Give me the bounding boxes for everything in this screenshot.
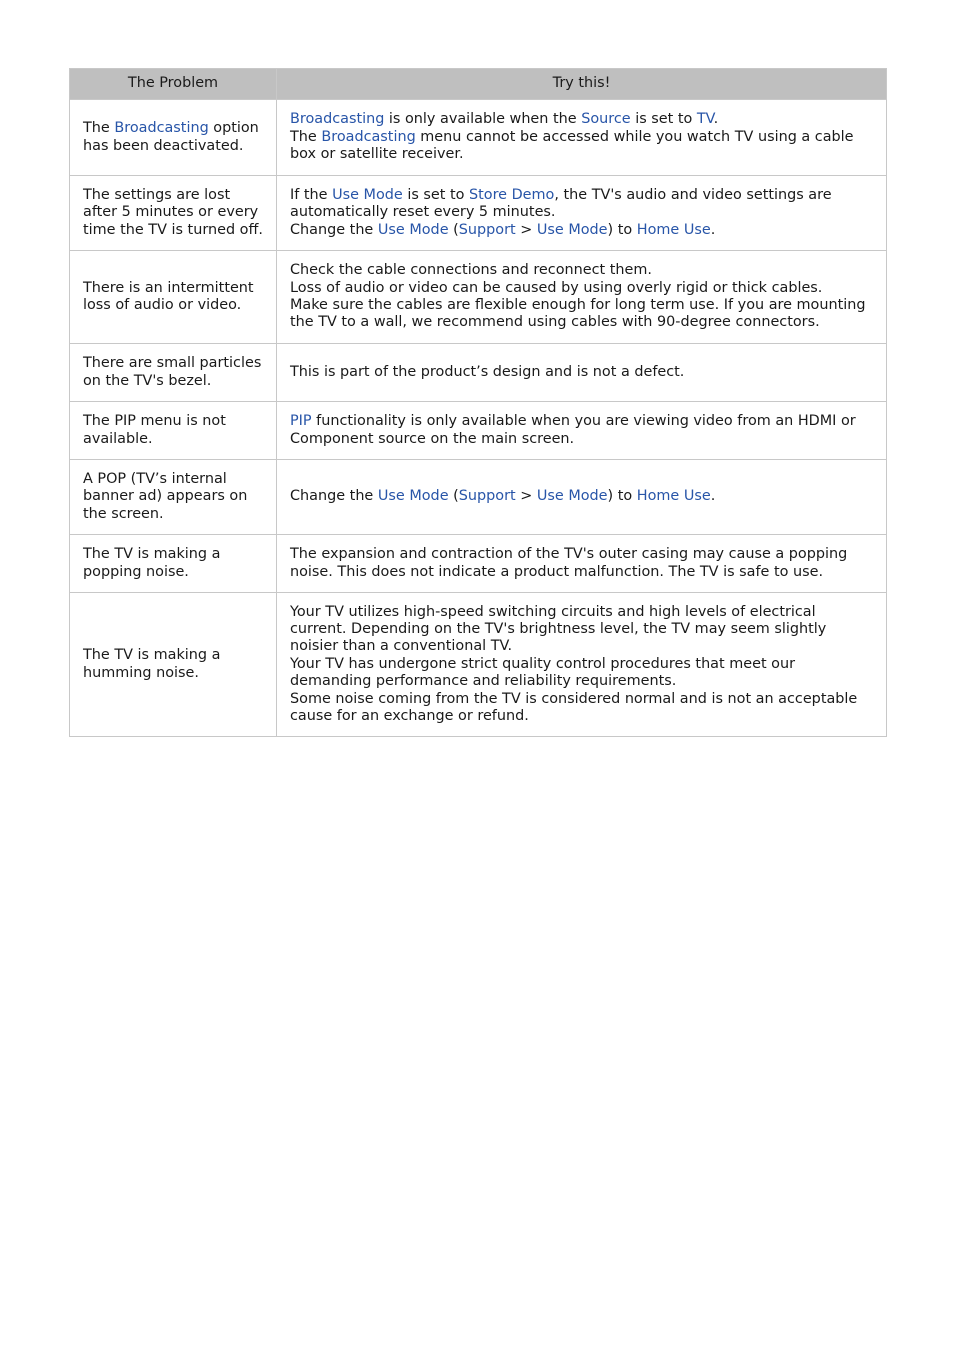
column-header-problem: The Problem xyxy=(70,69,277,100)
solution-paragraph xyxy=(290,187,874,222)
solution-paragraph xyxy=(290,129,874,164)
problem-text xyxy=(83,187,264,239)
problem-cell xyxy=(70,100,277,176)
solution-cell xyxy=(277,344,887,402)
problem-cell xyxy=(70,402,277,460)
solution-cell xyxy=(277,100,887,176)
problem-text xyxy=(83,280,264,315)
menu-term: Broadcasting xyxy=(290,111,385,128)
solution-paragraph xyxy=(290,111,874,128)
solution-paragraph xyxy=(290,656,874,691)
text-segment: Check the cable connections and reconnect them. xyxy=(290,262,652,279)
table-row xyxy=(70,535,887,593)
problem-text xyxy=(83,471,264,523)
column-header-try-this: Try this! xyxy=(277,69,887,100)
text-segment: ) to xyxy=(607,221,637,238)
text-segment: Your TV has undergone strict quality control procedures that meet our demanding performance and reliability requirements. xyxy=(290,655,796,690)
problem-cell xyxy=(70,460,277,535)
solution-paragraph xyxy=(290,604,874,656)
text-segment: is set to xyxy=(630,111,697,128)
solution-paragraph xyxy=(290,280,874,297)
text-segment: Some noise coming from the TV is considered normal and is not an acceptable cause for an exchange or refund. xyxy=(290,690,858,725)
text-segment: . xyxy=(710,221,716,238)
table-row xyxy=(70,100,887,176)
text-segment: The settings are lost after 5 minutes or every time the TV is turned off. xyxy=(83,186,263,238)
menu-term: Home Use xyxy=(636,488,711,505)
solution-paragraph xyxy=(290,413,874,448)
table-row xyxy=(70,176,887,251)
table-row xyxy=(70,460,887,535)
solution-paragraph xyxy=(290,488,874,505)
troubleshooting-table xyxy=(69,68,887,737)
solution-cell xyxy=(277,593,887,737)
text-segment: functionality is only available when you are viewing video from an HDMI or Component source on the main screen. xyxy=(290,413,856,447)
menu-term: Source xyxy=(581,111,631,128)
solution-paragraph xyxy=(290,691,874,726)
solution-paragraph xyxy=(290,297,874,332)
solution-cell xyxy=(277,460,887,535)
problem-cell xyxy=(70,251,277,344)
text-segment: , the TV's audio and video settings are automatically reset every 5 minutes. xyxy=(290,186,832,221)
text-segment: Loss of audio or video can be caused by using overly rigid or thick cables. xyxy=(290,279,823,296)
problem-text xyxy=(83,413,264,448)
solution-cell xyxy=(277,176,887,251)
text-segment: The xyxy=(83,120,115,137)
text-segment: ( xyxy=(448,488,459,505)
menu-term: Broadcasting xyxy=(321,128,416,145)
text-segment: . xyxy=(710,488,716,505)
solution-paragraph xyxy=(290,546,874,581)
text-segment: ( xyxy=(448,221,459,238)
text-segment: The PIP menu is not available. xyxy=(83,413,226,447)
text-segment: > xyxy=(515,221,537,238)
problem-cell xyxy=(70,535,277,593)
text-segment: Make sure the cables are flexible enough for long term use. If you are mounting the TV to a wall, we recommend using cables with 90-degree connectors. xyxy=(290,297,866,331)
problem-text xyxy=(83,546,264,581)
menu-term: Support xyxy=(458,221,516,238)
problem-cell xyxy=(70,176,277,251)
text-segment: Your TV utilizes high-speed switching circuits and high levels of electrical current. Depending on the TV's brightness level, the TV may seem slightly noisier than a conventional TV. xyxy=(290,603,827,655)
table-header-row xyxy=(70,69,887,100)
menu-term: Use Mode xyxy=(536,488,608,505)
table-row xyxy=(70,593,887,737)
solution-paragraph xyxy=(290,262,874,279)
text-segment: The xyxy=(290,128,322,145)
solution-cell xyxy=(277,402,887,460)
text-segment: The TV is making a popping noise. xyxy=(83,546,221,580)
problem-text xyxy=(83,647,264,682)
table-body xyxy=(70,100,887,737)
text-segment: There are small particles on the TV's bezel. xyxy=(83,355,262,389)
text-segment: option has been deactivated. xyxy=(83,120,259,154)
menu-term: Use Mode xyxy=(377,488,449,505)
problem-text xyxy=(83,120,264,155)
menu-term: Home Use xyxy=(636,221,711,238)
menu-term: Store Demo xyxy=(468,186,555,203)
text-segment: Change the xyxy=(290,221,378,238)
text-segment: menu cannot be accessed while you watch TV using a cable box or satellite receiver. xyxy=(290,128,854,163)
menu-term: Use Mode xyxy=(332,186,403,203)
text-segment: ) to xyxy=(607,488,637,505)
table-row xyxy=(70,251,887,344)
problem-cell xyxy=(70,344,277,402)
table-row xyxy=(70,344,887,402)
text-segment: is set to xyxy=(402,186,469,203)
solution-paragraph xyxy=(290,222,874,239)
solution-cell xyxy=(277,251,887,344)
menu-term: TV xyxy=(696,111,714,128)
text-segment: is only available when the xyxy=(384,111,582,128)
problem-cell xyxy=(70,593,277,737)
solution-paragraph xyxy=(290,364,874,381)
text-segment: > xyxy=(515,488,537,505)
text-segment: A POP (TV’s internal banner ad) appears on the screen. xyxy=(83,470,248,522)
menu-term: Use Mode xyxy=(536,221,608,238)
text-segment: If the xyxy=(290,186,333,203)
menu-term: Use Mode xyxy=(377,221,449,238)
solution-cell xyxy=(277,535,887,593)
menu-term: Support xyxy=(458,488,516,505)
text-segment: There is an intermittent loss of audio or video. xyxy=(83,279,254,313)
text-segment: This is part of the product’s design and is not a defect. xyxy=(290,363,685,380)
menu-term: PIP xyxy=(290,413,312,430)
text-segment: The expansion and contraction of the TV's outer casing may cause a popping noise. This does not indicate a product malfunction. The TV is safe to use. xyxy=(290,546,848,580)
text-segment: . xyxy=(713,111,719,128)
table-row xyxy=(70,402,887,460)
menu-term: Broadcasting xyxy=(114,120,209,137)
text-segment: Change the xyxy=(290,488,378,505)
text-segment: The TV is making a humming noise. xyxy=(83,647,221,681)
problem-text xyxy=(83,355,264,390)
